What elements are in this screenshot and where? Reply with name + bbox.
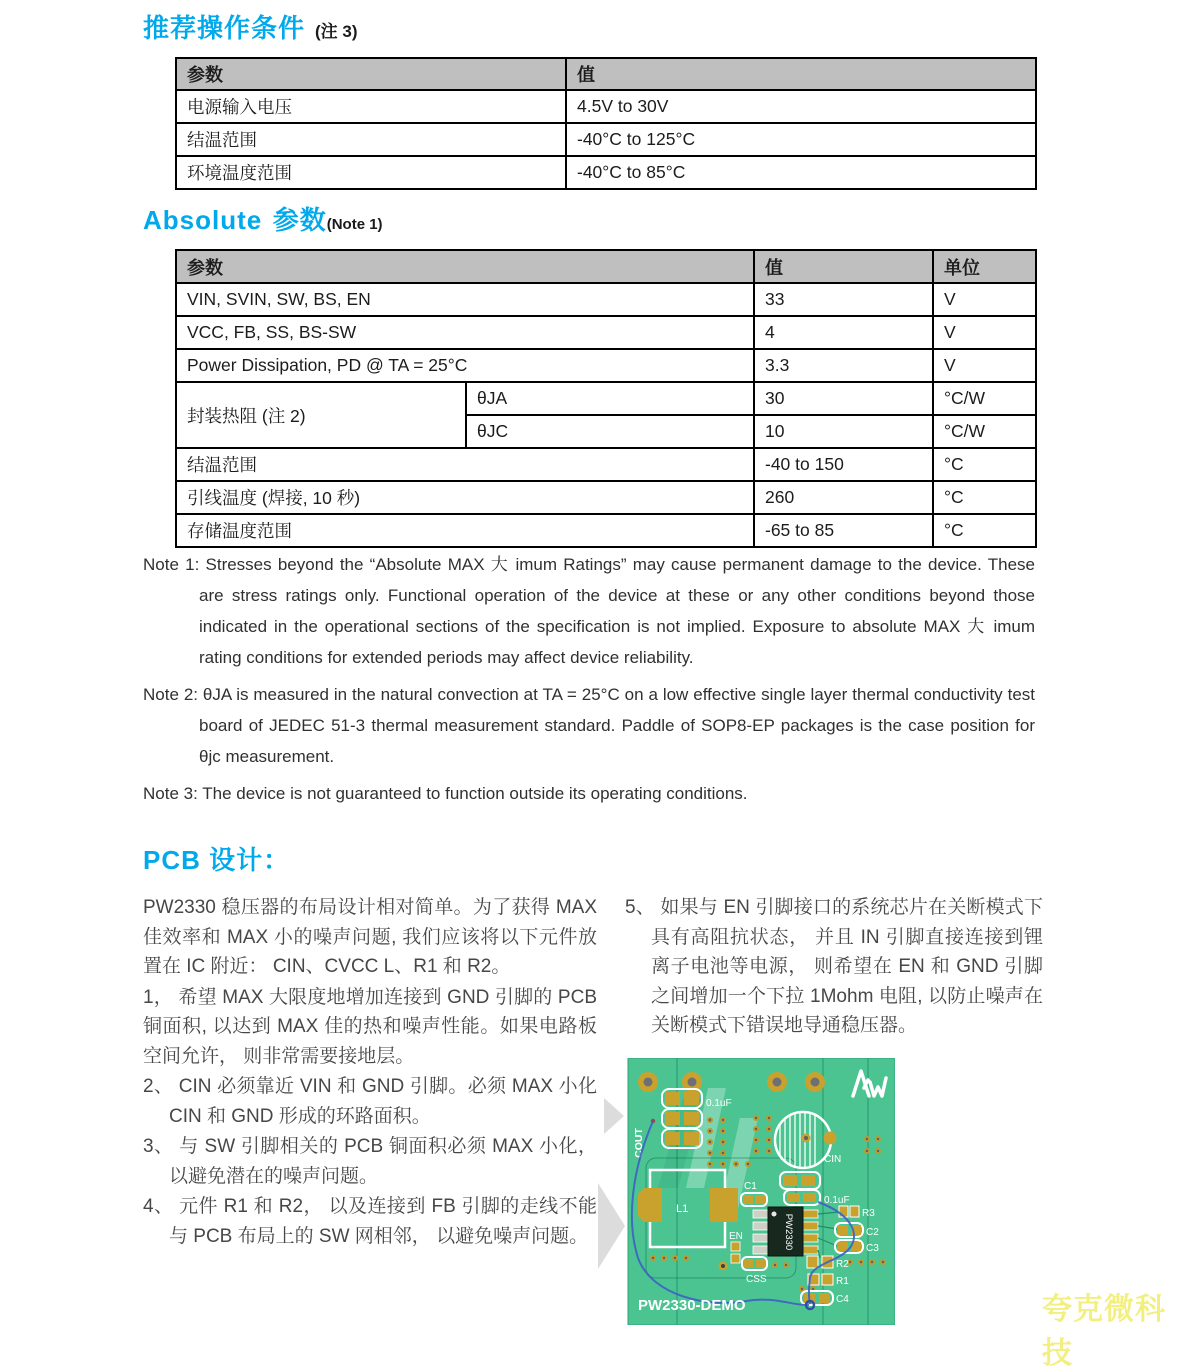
table-row [176,349,1036,382]
heading-note1-ref: (Note 1) [326,216,383,233]
unit-cell: °C [933,448,1036,481]
value-cell: 4.5V to 30V [566,90,1036,123]
heading-note3-ref: (注 3) [315,22,358,41]
value-cell: 260 [754,481,933,514]
unit-cell: °C [933,481,1036,514]
col-header-unit: 单位 [933,250,1036,283]
label-cap-mid: 0.1uF [824,1195,850,1206]
ghost-shape [598,1183,625,1269]
value-cell: 3.3 [754,349,933,382]
label-c1: C1 [744,1181,757,1192]
param-cell: 电源输入电压 [176,90,566,123]
param-cell: VCC, FB, SS, BS-SW [176,316,754,349]
value-cell: 4 [754,316,933,349]
subparam-cell: θJC [466,415,754,448]
value-cell: -40°C to 85°C [566,156,1036,189]
param-cell-thermal-resistance: 封装热阻 (注 2) [176,382,466,448]
heading-recommended-conditions: 推荐操作条件 [143,13,306,43]
param-cell: 结温范围 [176,123,566,156]
label-r1: R1 [836,1276,849,1287]
unit-cell: °C [933,514,1036,547]
recommended-conditions-table [175,57,1037,190]
subparam-cell: θJA [466,382,754,415]
notes-block [143,549,1035,815]
value-cell: -65 to 85 [754,514,933,547]
heading-pcb-design: PCB 设计： [143,845,291,875]
pcb-image [598,1058,895,1325]
value-cell: 33 [754,283,933,316]
note-3: Note 3: The device is not guaranteed to function outside its operating conditions. [143,784,748,803]
note-2: Note 2: θJA is measured in the natural convection at TA = 25°C on a low effective single layer thermal conductivity test board of JEDEC 51-3 thermal measurement standard. Paddle of SOP8-EP packages is the case position for θjc measurement. [143,685,1035,766]
table-row [176,382,1036,415]
heading-absolute-en: Absolute [143,205,263,235]
section-recommended-conditions-heading [143,8,358,45]
value-cell: 30 [754,382,933,415]
heading-absolute-cn: 参数 [272,205,327,235]
label-l1: L1 [676,1203,689,1215]
note-1: Note 1: Stresses beyond the “Absolute MAX 大 imum Ratings” may cause permanent damage to the device. These are stress ratings only. Functional operation of the device at these or any other conditions beyond those indicated in the operational sections of the specification is not implied. Exposure to absolute MAX 大 imum rating conditions for extended periods may affect device reliability. [143,555,1035,667]
label-cin: CIN [824,1154,842,1165]
value-cell: -40°C to 125°C [566,123,1036,156]
param-cell: 环境温度范围 [176,156,566,189]
pcb-intro-paragraph: PW2330 稳压器的布局设计相对简单。为了获得 MAX 佳效率和 MAX 小的噪声问题, 我们应该将以下元件放置在 IC 附近： CIN、CVCC L、R1 和 R2。 [143,897,597,977]
section-pcb-design-heading [143,840,290,877]
unit-cell: V [933,283,1036,316]
param-cell: 引线温度 (焊接, 10 秒) [176,481,754,514]
unit-cell: V [933,316,1036,349]
value-cell: -40 to 150 [754,448,933,481]
pcb-rule-3: 3、 与 SW 引脚相关的 PCB 铜面积必须 MAX 小化， 以避免潜在的噪声问题。 [143,1136,597,1187]
pcb-rule-2: 2、 CIN 必须靠近 VIN 和 GND 引脚。必须 MAX 小化 CIN 和 GND 形成的环路面积。 [143,1076,597,1127]
table-row [176,123,1036,156]
label-cap-top: 0.1uF [706,1098,732,1109]
table-header-row [176,250,1036,283]
label-c3: C3 [866,1243,879,1254]
table-row [176,316,1036,349]
table-row [176,448,1036,481]
table-row [176,514,1036,547]
board-name-label: PW2330-DEMO [638,1297,746,1314]
table-row [176,90,1036,123]
chip-marking: PW2330 [783,1213,794,1251]
label-cout: COUT [633,1128,645,1158]
table-row [176,283,1036,316]
ghost-shape [604,1098,624,1134]
col-header-param: 参数 [176,58,566,90]
table-row [176,481,1036,514]
label-r3: R3 [862,1208,875,1219]
value-cell: 10 [754,415,933,448]
unit-cell: °C/W [933,382,1036,415]
param-cell: 结温范围 [176,448,754,481]
col-header-value: 值 [754,250,933,283]
unit-cell: °C/W [933,415,1036,448]
pcb-rule-5: 5、 如果与 EN 引脚接口的系统芯片在关断模式下具有高阻抗状态， 并且 IN 引脚直接连接到锂离子电池等电源， 则希望在 EN 和 GND 引脚之间增加一个下拉 1Mohm 电阻, 以防止噪声在关断模式下错误地导通稳压器。 [625,897,1043,1036]
pcb-left-column [143,893,597,1251]
label-c2: C2 [866,1227,879,1238]
param-cell: 存储温度范围 [176,514,754,547]
pcb-rule-1: 1， 希望 MAX 大限度地增加连接到 GND 引脚的 PCB 铜面积, 以达到 MAX 佳的热和噪声性能。如果电路板空间允许， 则非常需要接地层。 [143,986,597,1067]
param-cell: Power Dissipation, PD @ TA = 25°C [176,349,754,382]
label-en: EN [729,1231,743,1242]
unit-cell: V [933,349,1036,382]
label-css: CSS [746,1274,767,1285]
corner-watermark: 夸克微科技 [1042,1293,1166,1370]
table-row [176,156,1036,189]
pcb-right-column [625,893,1043,1041]
label-c4: C4 [836,1294,849,1305]
col-header-value: 值 [566,58,1036,90]
absolute-ratings-table [175,249,1037,548]
section-absolute-ratings-heading [143,200,383,237]
col-header-param: 参数 [176,250,754,283]
label-r2: R2 [836,1259,849,1270]
pcb-rule-4: 4、 元件 R1 和 R2， 以及连接到 FB 引脚的走线不能与 PCB 布局上的 SW 网相邻， 以避免噪声问题。 [143,1196,597,1247]
table-header-row [176,58,1036,90]
param-cell: VIN, SVIN, SW, BS, EN [176,283,754,316]
